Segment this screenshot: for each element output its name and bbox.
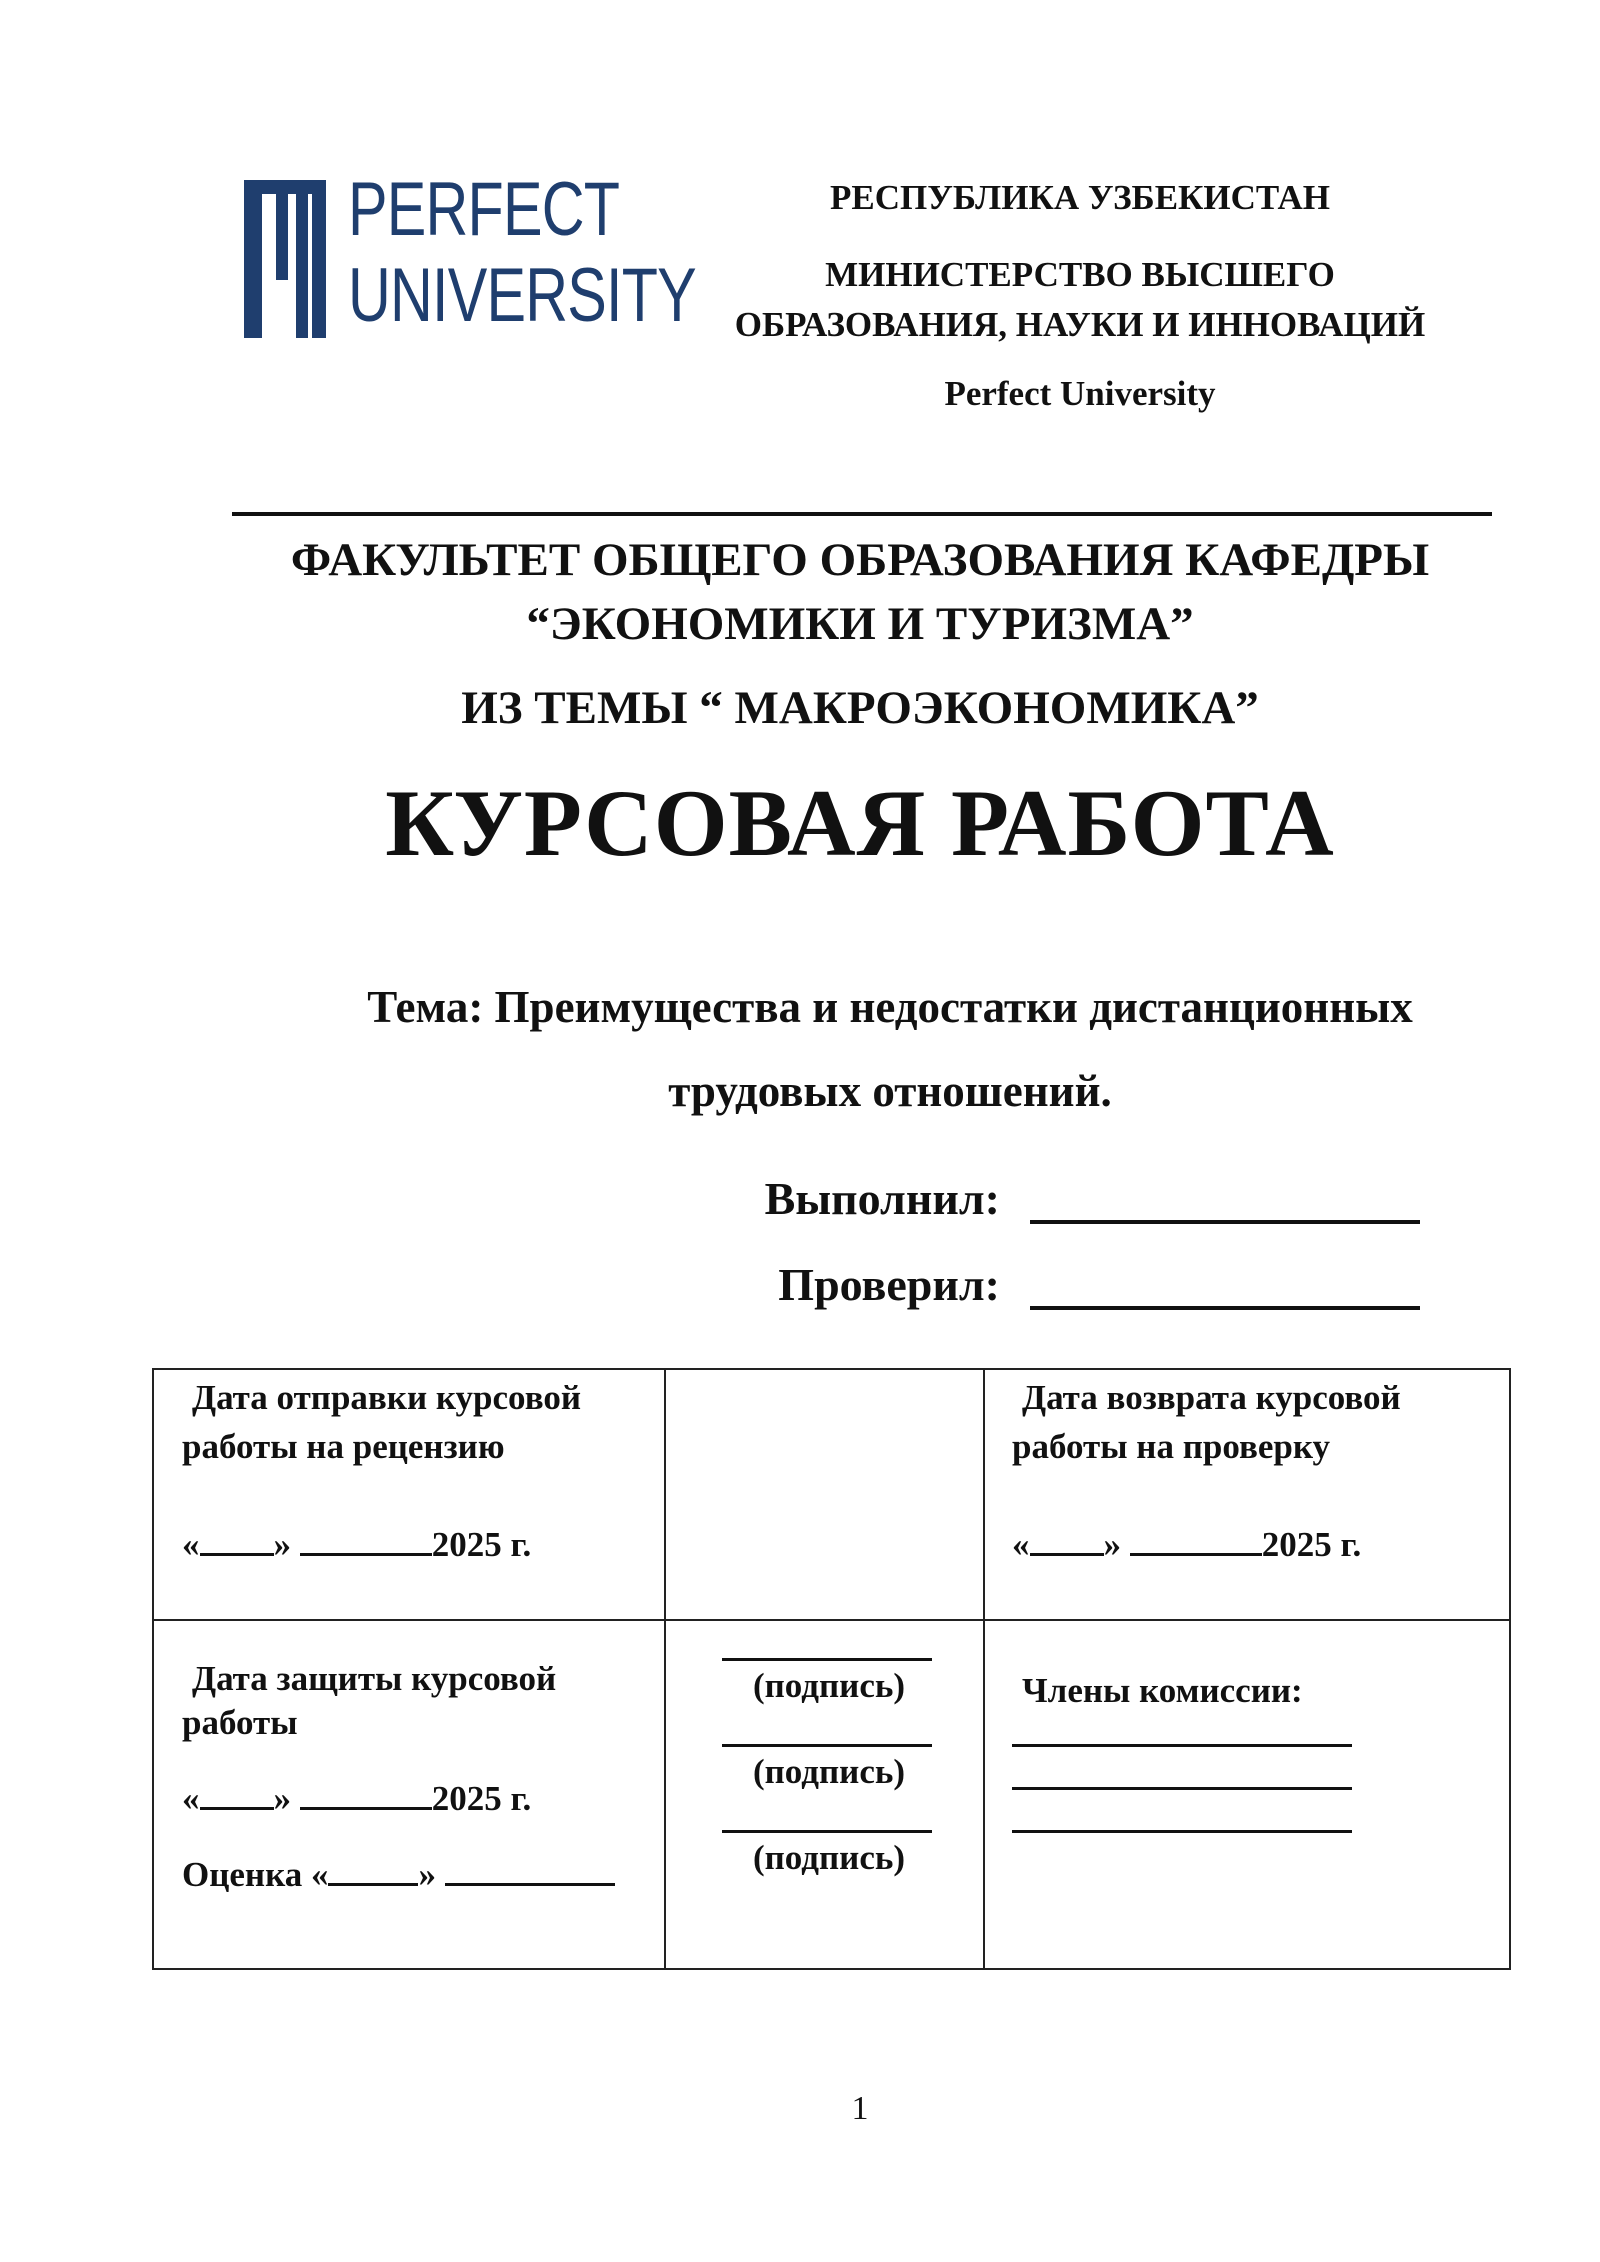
- ministry-line-1: МИНИСТЕРСТВО ВЫСШЕГО: [825, 255, 1335, 294]
- defense-date-label-1: Дата защиты курсовой: [192, 1659, 557, 1698]
- page-number: 1: [851, 2090, 869, 2127]
- table-divider-v1: [664, 1370, 666, 1968]
- signature-label-1: (подпись): [752, 1666, 906, 1705]
- grade-word-blank: [445, 1853, 615, 1886]
- day-blank: [200, 1523, 274, 1556]
- grade-label: Оценка «: [182, 1855, 329, 1894]
- quote-close: »: [1103, 1525, 1121, 1564]
- logo-mark-icon: [240, 176, 340, 346]
- signature-blank-2: [722, 1744, 932, 1747]
- commission-blank-3: [1012, 1830, 1352, 1833]
- quote-close: »: [273, 1525, 291, 1564]
- year-text: 2025 г.: [431, 1525, 532, 1564]
- send-date-label-1: Дата отправки курсовой: [192, 1378, 582, 1417]
- checked-by-blank: [1030, 1306, 1420, 1310]
- month-blank: [1130, 1523, 1262, 1556]
- theme-heading: [240, 965, 1540, 1133]
- table-divider-v2: [983, 1370, 985, 1968]
- quote-open: «: [1012, 1525, 1030, 1564]
- return-date-label-2: работы на проверку: [1012, 1427, 1331, 1466]
- table-divider-h: [154, 1619, 1509, 1621]
- review-table: [152, 1368, 1511, 1970]
- day-blank: [1030, 1523, 1104, 1556]
- signature-blank-3: [722, 1830, 932, 1833]
- defense-date-field: [182, 1774, 531, 1824]
- header-divider: [232, 512, 1492, 516]
- document-title: КУРСОВАЯ РАБОТА: [385, 770, 1335, 876]
- grade-field: [182, 1850, 615, 1900]
- commission-blank-1: [1012, 1744, 1352, 1747]
- quote-close: »: [418, 1855, 436, 1894]
- university-logo: [240, 167, 696, 345]
- done-by-blank: [1030, 1220, 1420, 1224]
- quote-open: «: [182, 1779, 200, 1818]
- done-by-label: Выполнил:: [764, 1173, 1000, 1224]
- signature-blank-1: [722, 1658, 932, 1661]
- year-text: 2025 г.: [431, 1779, 532, 1818]
- country-heading: РЕСПУБЛИКА УЗБЕКИСТАН: [829, 178, 1331, 217]
- return-date-label-1: Дата возврата курсовой: [1022, 1378, 1401, 1417]
- checked-by-label: Проверил:: [778, 1259, 1000, 1310]
- quote-open: «: [182, 1525, 200, 1564]
- signature-label-3: (подпись): [752, 1838, 906, 1877]
- grade-blank: [328, 1853, 418, 1886]
- faculty-line-2: “ЭКОНОМИКИ И ТУРИЗМА”: [526, 598, 1194, 650]
- year-text: 2025 г.: [1261, 1525, 1362, 1564]
- defense-date-label-2: работы: [182, 1703, 298, 1742]
- logo-text-university: UNIVERSITY: [348, 253, 696, 338]
- send-date-label-2: работы на рецензию: [182, 1427, 505, 1466]
- commission-label: Члены комиссии:: [1022, 1671, 1303, 1710]
- quote-close: »: [273, 1779, 291, 1818]
- commission-blank-2: [1012, 1787, 1352, 1790]
- faculty-line-1: ФАКУЛЬТЕТ ОБЩЕГО ОБРАЗОВАНИЯ КАФЕДРЫ: [290, 534, 1430, 586]
- day-blank: [200, 1777, 274, 1810]
- signature-label-2: (подпись): [752, 1752, 906, 1791]
- faculty-heading: [180, 528, 1540, 656]
- university-name: Perfect University: [944, 374, 1216, 413]
- month-blank: [300, 1523, 432, 1556]
- subject-heading: ИЗ ТЕМЫ “ МАКРОЭКОНОМИКА”: [461, 682, 1259, 734]
- ministry-heading: [680, 250, 1480, 350]
- ministry-line-2: ОБРАЗОВАНИЯ, НАУКИ И ИННОВАЦИЙ: [734, 305, 1426, 344]
- return-date-field: [1012, 1520, 1361, 1570]
- theme-line-2: трудовых отношений.: [668, 1066, 1112, 1116]
- send-date-field: [182, 1520, 531, 1570]
- theme-line-1: Тема: Преимущества и недостатки дистанционных: [367, 982, 1413, 1032]
- logo-text-perfect: PERFECT: [348, 167, 620, 252]
- month-blank: [300, 1777, 432, 1810]
